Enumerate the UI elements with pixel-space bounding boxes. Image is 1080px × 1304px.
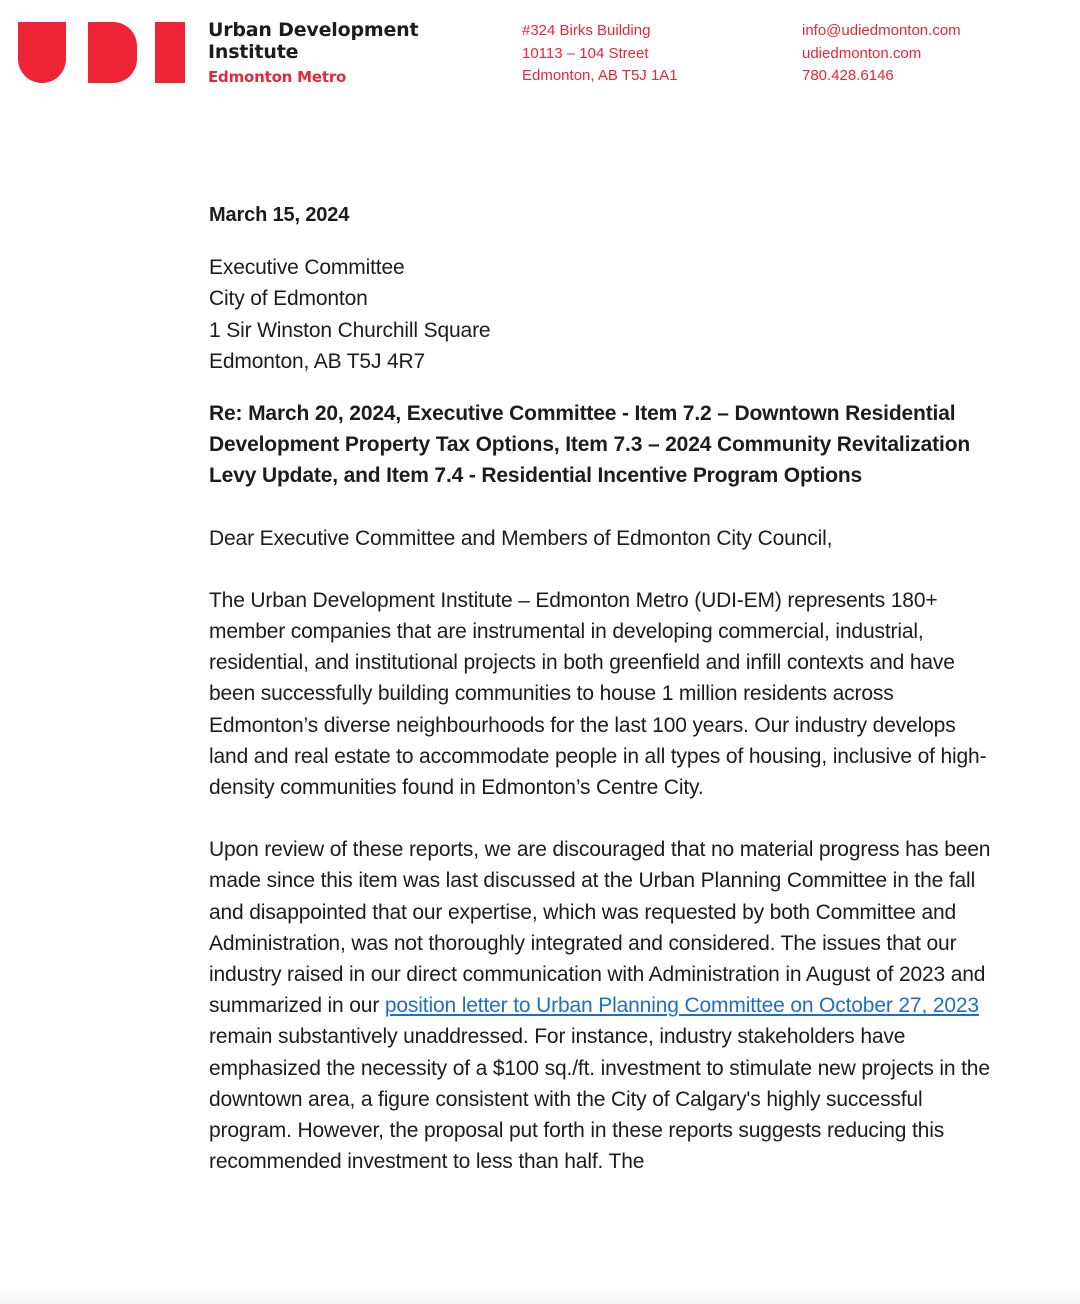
address-line: Edmonton, AB T5J 1A1	[522, 67, 678, 84]
address-line: #324 Birks Building	[522, 22, 651, 39]
logo-letter-i	[155, 22, 185, 83]
recipient-line: City of Edmonton	[209, 287, 368, 311]
recipient-line: Executive Committee	[209, 256, 405, 280]
contact-phone: 780.428.6146	[802, 67, 894, 84]
paragraph-2-text: Upon review of these reports, we are discouraged that no material progress has been made since this item was last discussed at the Urban Planning Committee in the fall and disappointed that our expertise, which was requested by both Committee and Administration, was not thoroughly integrated and considered. The issues that our industry raised in our direct communication with Administration in August of 2023 and summarized in our	[209, 838, 991, 1018]
contact-email[interactable]: info@udiedmonton.com	[802, 22, 961, 39]
org-name-line2: Institute	[208, 41, 299, 63]
org-name-block	[208, 19, 418, 86]
recipient-line: Edmonton, AB T5J 4R7	[209, 349, 426, 373]
header-contact	[802, 20, 961, 88]
subject-line: Re: March 20, 2024, Executive Committee - Item 7.2 – Downtown Residential Development Property Tax Options, Item 7.3 – 2024 Community Revitalization Levy Update, and Item 7.4 - Residential Incentive Program Options	[209, 402, 971, 488]
paragraph-1: The Urban Development Institute – Edmonton Metro (UDI-EM) represents 180+ member companies that are instrumental in developing commercial, industrial, residential, and institutional projects in both greenfield and infill contexts and have been successfully building communities to house 1 million residents across Edmonton’s diverse neighbourhoods for the last 100 years. Our industry develops land and real estate to accommodate people in all types of housing, inclusive of high-density communities found in Edmonton’s Centre City.	[209, 588, 987, 800]
recipient-block	[209, 252, 999, 377]
org-subtitle: Edmonton Metro	[208, 68, 347, 86]
org-name-line1: Urban Development	[208, 19, 419, 41]
paragraph-2-text-cont: remain substantively unaddressed. For instance, industry stakeholders have emphasized the necessity of a $100 sq./ft. investment to stimulate new projects in the downtown area, a figure consistent with the City of Calgary's highly successful program. However, the proposal put forth in these reports suggests reducing this recommended investment to less than half. The	[209, 1025, 990, 1174]
position-letter-link[interactable]: position letter to Urban Planning Committee on October 27, 2023	[384, 994, 979, 1018]
page-bottom-fade	[0, 1286, 1080, 1304]
salutation: Dear Executive Committee and Members of Edmonton City Council,	[209, 526, 833, 550]
header-address	[522, 20, 678, 88]
contact-website[interactable]: udiedmonton.com	[802, 44, 922, 62]
address-line: 10113 – 104 Street	[522, 44, 649, 62]
paragraph-2	[209, 834, 999, 1177]
logo-letter-u	[18, 22, 66, 83]
logo-letter-d	[88, 22, 137, 83]
recipient-line: 1 Sir Winston Churchill Square	[209, 318, 491, 342]
letter-body	[209, 200, 999, 1177]
letter-date: March 15, 2024	[209, 204, 350, 226]
udi-logo	[18, 22, 188, 83]
